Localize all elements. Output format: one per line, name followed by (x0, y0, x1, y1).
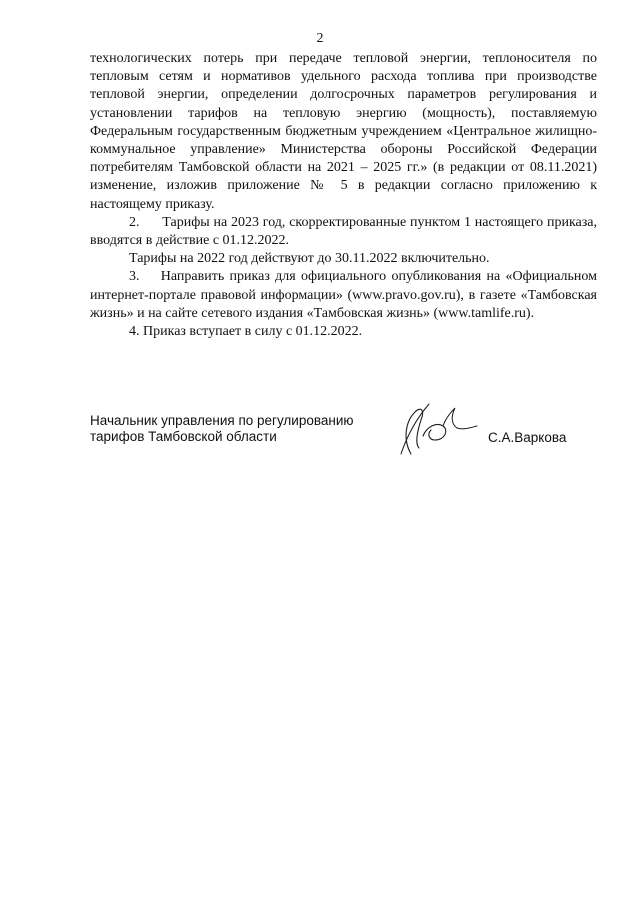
paragraph-intro: технологических потерь при передаче тепловой энергии, теплоносителя по тепловым сетям и нормативов удельного расхода топлива при производстве тепловой энергии, определении долгосрочных параметров регулирования и установлении тарифов на тепловую энергию (мощность), поставляемую Федеральным государственным бюджетным учреждением «Центральное жилищно-коммунальное управление» Министерства обороны Российской Федерации потребителям Тамбовской области на 2021 – 2025 гг.» (в редакции от 08.11.2021) изменение, изложив приложение № 5 в редакции согласно приложению к настоящему приказу. (90, 51, 597, 212)
paragraph-item-4: 4. Приказ вступает в силу с 01.12.2022. (129, 324, 363, 340)
paragraph-tariffs-2022: Тарифы на 2022 год действуют до 30.11.2022 включительно. (129, 251, 490, 267)
paragraph-item-3: 3. Направить приказ для официального опубликования на «Официальном интернет-портале правовой информации» (www.pravo.gov.ru), в газете «Тамбовская жизнь» и на сайте сетевого издания «Тамбовская жизнь» (www.tamlife.ru). (90, 269, 597, 321)
paragraph-item-2: 2. Тарифы на 2023 год, скорректированные пунктом 1 настоящего приказа, вводятся в действие с 01.12.2022. (90, 214, 597, 249)
signature-block (90, 410, 597, 470)
signatory-title-line-1: Начальник управления по регулированию (90, 413, 354, 428)
page-number: 2 (316, 31, 324, 46)
document-body (90, 50, 597, 341)
signatory-title-line-2: тарифов Тамбовской области (90, 429, 277, 444)
signatory-title (90, 413, 354, 445)
signatory-name: С.А.Варкова (488, 430, 567, 445)
handwritten-signature (393, 396, 483, 458)
